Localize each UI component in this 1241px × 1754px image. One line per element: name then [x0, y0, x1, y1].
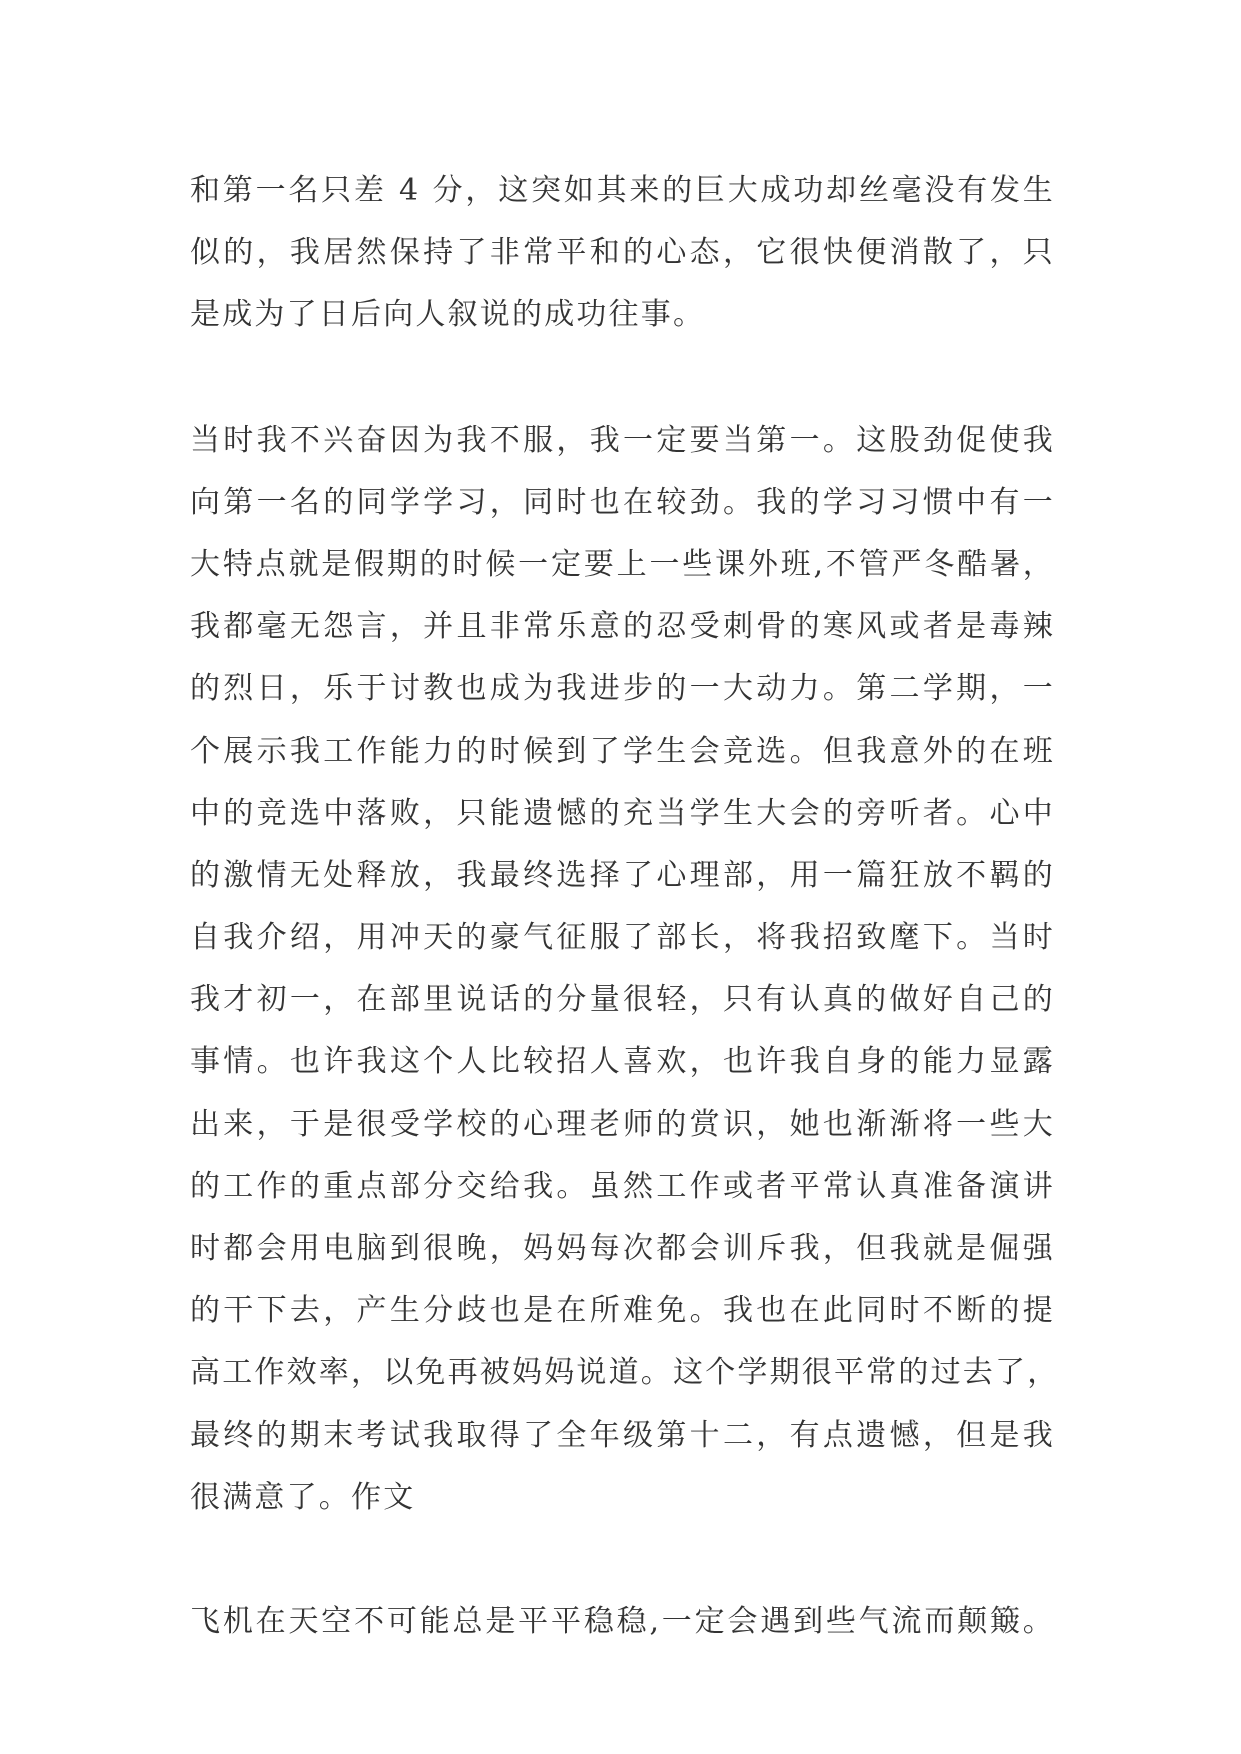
text-line: 高工作效率，以免再被妈妈说道。这个学期很平常的过去了，: [190, 1355, 1060, 1391]
paragraph-2: [190, 410, 1060, 1529]
document-body: [190, 160, 1060, 1653]
text-line: 我都毫无怨言，并且非常乐意的忍受刺骨的寒风或者是毒辣: [190, 609, 1055, 645]
text-line: 个展示我工作能力的时候到了学生会竞选。但我意外的在班: [190, 733, 1055, 769]
text-line: 向第一名的同学学习，同时也在较劲。我的学习习惯中有一: [190, 484, 1055, 520]
text-line: 的烈日，乐于讨教也成为我进步的一大动力。第二学期，一: [190, 671, 1055, 707]
text-line: 很满意了。作文: [190, 1479, 416, 1515]
text-line: 的激情无处释放，我最终选择了心理部，用一篇狂放不羁的: [190, 857, 1055, 893]
paragraph-spacer: [190, 1529, 1055, 1591]
paragraph-spacer: [190, 347, 1055, 410]
text-line: 大特点就是假期的时候一定要上一些课外班,不管严冬酷暑，: [190, 546, 1055, 582]
text-line: 中的竞选中落败，只能遗憾的充当学生大会的旁听者。心中: [190, 795, 1055, 831]
text-line: 似的，我居然保持了非常平和的心态，它很快便消散了，只: [190, 235, 1055, 271]
text-line: 自我介绍，用冲天的豪气征服了部长，将我招致麾下。当时: [190, 920, 1055, 956]
text-line: 我才初一，在部里说话的分量很轻，只有认真的做好自己的: [190, 982, 1055, 1018]
text-line: 出来，于是很受学校的心理老师的赏识，她也渐渐将一些大: [190, 1106, 1055, 1142]
text-line: 时都会用电脑到很晚，妈妈每次都会训斥我，但我就是倔强: [190, 1231, 1055, 1266]
text-line: 事情。也许我这个人比较招人喜欢，也许我自身的能力显露: [190, 1044, 1055, 1080]
text-line: 飞机在天空不可能总是平平稳稳,一定会遇到些气流而颠簸。: [190, 1603, 1055, 1639]
paragraph-3: [190, 1591, 1055, 1653]
text-line: 当时我不兴奋因为我不服，我一定要当第一。这股劲促使我: [190, 422, 1055, 458]
text-line: 是成为了日后向人叙说的成功往事。: [190, 297, 706, 333]
text-line: 和第一名只差 4 分，这突如其来的巨大成功却丝毫没有发生: [190, 173, 1055, 208]
paragraph-1: [190, 160, 1055, 347]
text-line: 的干下去，产生分歧也是在所难免。我也在此同时不断的提: [190, 1293, 1055, 1329]
text-line: 最终的期末考试我取得了全年级第十二，有点遗憾，但是我: [190, 1417, 1055, 1453]
text-line: 的工作的重点部分交给我。虽然工作或者平常认真准备演讲: [190, 1168, 1055, 1204]
